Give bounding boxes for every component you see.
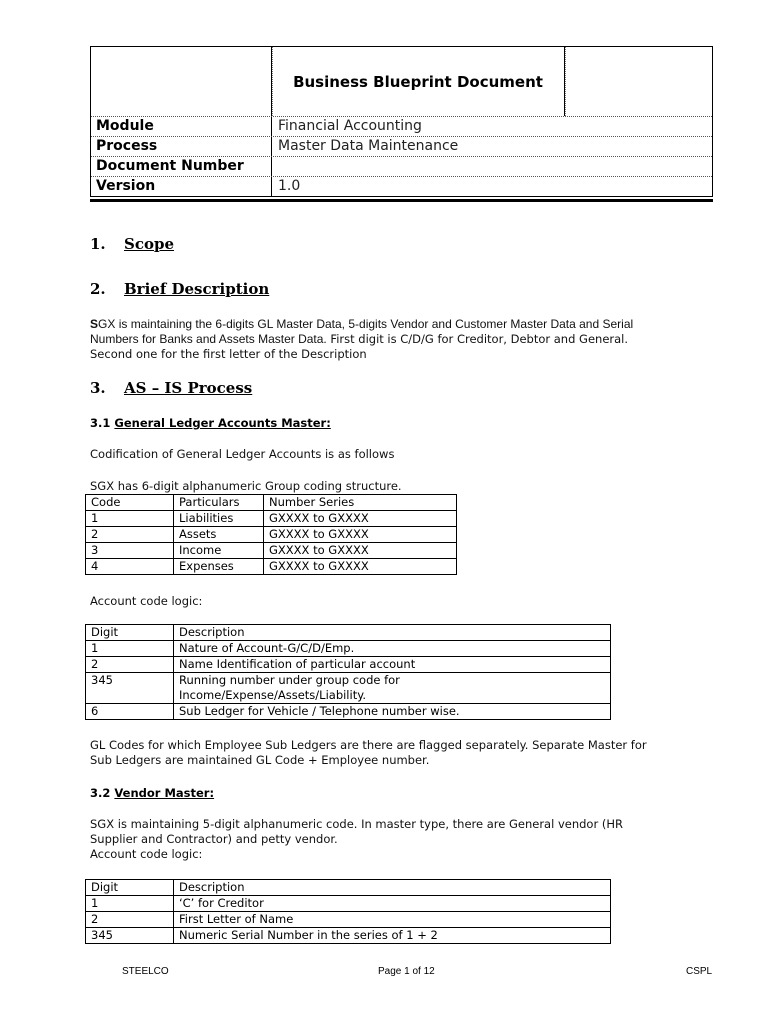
footer-right: CSPL	[686, 966, 713, 977]
table-header-cell: Code	[86, 495, 174, 511]
gl-group-coding-text: SGX has 6-digit alphanumeric Group coding structure.	[90, 479, 402, 493]
document-title: Business Blueprint Document	[272, 47, 565, 116]
table-header-cell: Description	[174, 880, 611, 896]
gl-account-code-logic-label: Account code logic:	[90, 594, 203, 608]
document-header-table	[90, 46, 713, 197]
header-value: Master Data Maintenance	[278, 138, 459, 154]
header-key: Module	[96, 118, 154, 134]
table-row	[86, 559, 457, 575]
table-header-cell: Digit	[86, 880, 174, 896]
header-key: Process	[96, 138, 158, 154]
table-row	[86, 673, 611, 704]
gl-sub-ledger-paragraph: GL Codes for which Employee Sub Ledgers are there are flagged separately. Separate Master for Sub Ledgers are maintained GL Code + Employee number.	[90, 738, 647, 767]
table-cell: Sub Ledger for Vehicle / Telephone number wise.	[174, 704, 611, 720]
table-header-cell: Number Series	[264, 495, 457, 511]
table-cell: Running number under group code for Income/Expense/Assets/Liability.	[174, 673, 611, 704]
table-cell: GXXXX to GXXXX	[264, 527, 457, 543]
table-row	[86, 641, 611, 657]
header-key: Version	[96, 178, 156, 194]
table-cell: 3	[86, 543, 174, 559]
header-value: Financial Accounting	[278, 118, 422, 134]
header-value: 1.0	[278, 178, 301, 194]
table-header-cell: Particulars	[174, 495, 264, 511]
table-row	[86, 912, 611, 928]
table-cell: Expenses	[174, 559, 264, 575]
table-cell: Liabilities	[174, 511, 264, 527]
footer-page-number: Page 1 of 12	[378, 966, 435, 977]
header-row-module	[91, 116, 712, 136]
gl-codification-text: Codification of General Ledger Accounts is as follows	[90, 447, 395, 461]
table-cell: 2	[86, 527, 174, 543]
section-heading-scope: 1. Scope	[90, 235, 175, 253]
header-row-process	[91, 136, 712, 156]
header-key: Document Number	[96, 158, 244, 174]
table-header-cell: Digit	[86, 625, 174, 641]
table-cell: 6	[86, 704, 174, 720]
table-cell: GXXXX to GXXXX	[264, 511, 457, 527]
gl-account-code-logic-table	[85, 624, 611, 720]
table-cell: Income	[174, 543, 264, 559]
table-row	[86, 928, 611, 944]
table-cell: Name Identification of particular account	[174, 657, 611, 673]
brief-description-paragraph: SGX is maintaining the 6-digits GL Master Data, 5-digits Vendor and Customer Master Data and Serial Numbers for Banks and Assets Master Data. First digit is C/D/G for Creditor, Debtor and General. Second one for the first letter of the Description	[90, 317, 634, 361]
table-cell: 1	[86, 641, 174, 657]
table-header-row	[86, 495, 457, 511]
table-header-row	[86, 880, 611, 896]
footer-left: STEELCO	[122, 966, 169, 977]
table-cell: 1	[86, 896, 174, 912]
subsection-heading-gl-master: 3.1 General Ledger Accounts Master:	[90, 416, 331, 430]
vendor-master-paragraph: SGX is maintaining 5-digit alphanumeric code. In master type, there are General vendor (HR Supplier and Contractor) and petty vendor. Account code logic:	[90, 817, 623, 861]
section-heading-brief-description: 2. Brief Description	[90, 280, 270, 298]
table-cell: 1	[86, 511, 174, 527]
header-blank-cell	[91, 47, 272, 116]
table-cell: Nature of Account-G/C/D/Emp.	[174, 641, 611, 657]
table-row	[86, 527, 457, 543]
vendor-account-code-logic-table	[85, 879, 611, 944]
header-divider	[90, 199, 713, 202]
table-cell: GXXXX to GXXXX	[264, 559, 457, 575]
section-heading-as-is-process: 3. AS – IS Process	[90, 379, 253, 397]
group-coding-table	[85, 494, 457, 575]
table-row	[86, 657, 611, 673]
table-header-cell: Description	[174, 625, 611, 641]
table-row	[86, 704, 611, 720]
table-cell: Assets	[174, 527, 264, 543]
table-cell: 4	[86, 559, 174, 575]
table-header-row	[86, 625, 611, 641]
table-row	[86, 543, 457, 559]
table-row	[86, 896, 611, 912]
table-cell: GXXXX to GXXXX	[264, 543, 457, 559]
table-cell: First Letter of Name	[174, 912, 611, 928]
table-cell: Numeric Serial Number in the series of 1 + 2	[174, 928, 611, 944]
subsection-heading-vendor-master: 3.2 Vendor Master:	[90, 786, 215, 800]
table-row	[86, 511, 457, 527]
header-blank-cell-right	[565, 47, 713, 116]
table-cell: 345	[86, 673, 174, 704]
table-cell: 2	[86, 657, 174, 673]
table-cell: 2	[86, 912, 174, 928]
table-cell: ‘C’ for Creditor	[174, 896, 611, 912]
table-cell: 345	[86, 928, 174, 944]
header-row-version	[91, 176, 712, 196]
header-row-document-number	[91, 156, 712, 176]
